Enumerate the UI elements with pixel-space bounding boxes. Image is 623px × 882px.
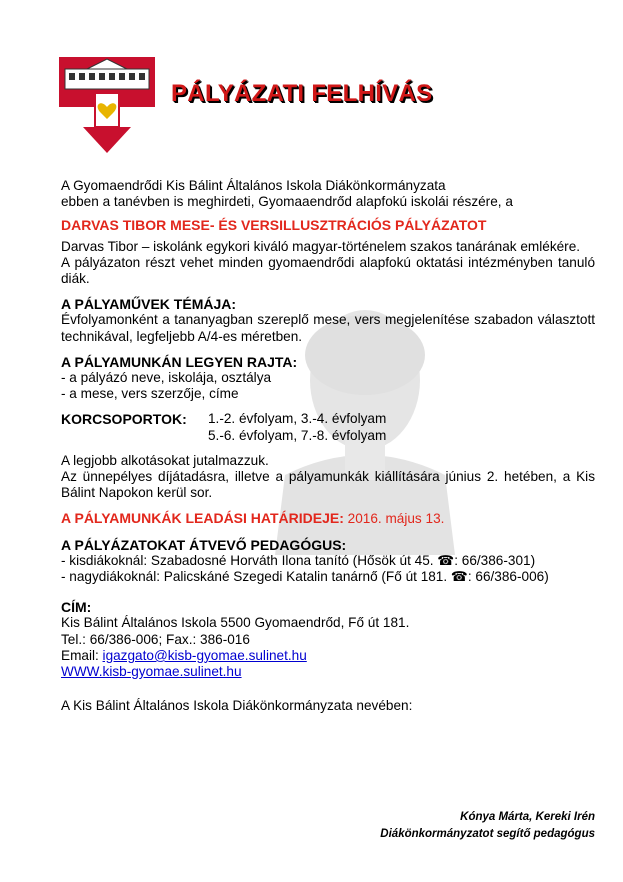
address-heading: CÍM: — [61, 599, 92, 616]
website-row — [61, 664, 595, 680]
announcement-body — [61, 178, 595, 714]
requirement-item: - a pályázó neve, iskolája, osztálya — [61, 370, 272, 386]
requirements-heading: A PÁLYAMUNKÁN LEGYEN RAJTA: — [61, 353, 298, 370]
signature-role: Diákönkormányzatot segítő pedagógus — [380, 828, 595, 840]
awards-line-1: A legjobb alkotásokat jutalmazzuk. — [61, 452, 269, 468]
phone-fax: Tel.: 66/386-006; Fax.: 386-016 — [61, 631, 250, 647]
intro-line-2: ebben a tanévben is meghirdeti, Gyomaaendrőd alapfokú iskolái részére, a — [61, 194, 513, 210]
deadline-row — [61, 510, 595, 527]
deadline-date: 2016. május 13. — [347, 511, 445, 527]
address-line: Kis Bálint Általános Iskola 5500 Gyomaendrőd, Fő út 181. — [61, 615, 410, 631]
eligibility-text: A pályázaton részt vehet minden gyomaendrődi alapfokú oktatási intézményben tanuló diák. — [61, 254, 595, 287]
closing-text: A Kis Bálint Általános Iskola Diákönkormányzata nevében: — [61, 698, 413, 714]
page-title: PÁLYÁZATI FELHÍVÁS — [171, 80, 433, 107]
email-link[interactable]: igazgato@kisb-gyomae.sulinet.hu — [102, 647, 307, 663]
school-logo-image — [57, 55, 157, 155]
signature-names: Kónya Márta, Kereki Irén — [460, 811, 595, 823]
theme-text: Évfolyamonként a tananyagban szereplő mese, vers megjelenítése szabadon választott technikával, legfeljebb A/4-es méretben. — [61, 312, 595, 344]
age-groups-row-1: 1.-2. évfolyam, 3.-4. évfolyam — [208, 411, 387, 427]
memorial-text: Darvas Tibor – iskolánk egykori kiváló magyar-történelem szakos tanárának emlékére. — [61, 238, 581, 254]
deadline-label: A PÁLYAMUNKÁK LEADÁSI HATÁRIDEJE: — [61, 510, 344, 527]
teacher-item: - nagydiákoknál: Palicskáné Szegedi Katalin tanárnő (Fő út 181. ☎: 66/386-006) — [61, 569, 549, 585]
intro-line-1: A Gyomaendrődi Kis Bálint Általános Iskola Diákönkormányzata — [61, 178, 446, 193]
requirement-item: - a mese, vers szerzője, címe — [61, 386, 239, 402]
email-row — [61, 648, 595, 664]
age-groups-row-2: 5.-6. évfolyam, 7.-8. évfolyam — [208, 427, 387, 443]
age-groups — [61, 411, 595, 427]
age-groups-label: KORCSOPORTOK: — [61, 411, 187, 428]
teacher-item: - kisdiákoknál: Szabadosné Horváth Ilona tanító (Hősök út 45. ☎: 66/386-301) — [61, 552, 536, 568]
competition-name: DARVAS TIBOR MESE- ÉS VERSILLUSZTRÁCIÓS PÁLYÁZATOT — [61, 217, 487, 234]
teachers-heading: A PÁLYÁZATOKAT ÁTVEVŐ PEDAGÓGUS: — [61, 536, 347, 553]
awards-line-2: Az ünnepélyes díjátadásra, illetve a pályamunkák kiállítására június 2. hetében, a Kis Bálint Napokon kerül sor. — [61, 469, 595, 501]
theme-heading: A PÁLYAMŰVEK TÉMÁJA: — [61, 296, 237, 313]
signature-block — [380, 809, 595, 843]
email-label: Email: — [61, 647, 103, 663]
website-link[interactable]: WWW.kisb-gyomae.sulinet.hu — [61, 664, 242, 680]
